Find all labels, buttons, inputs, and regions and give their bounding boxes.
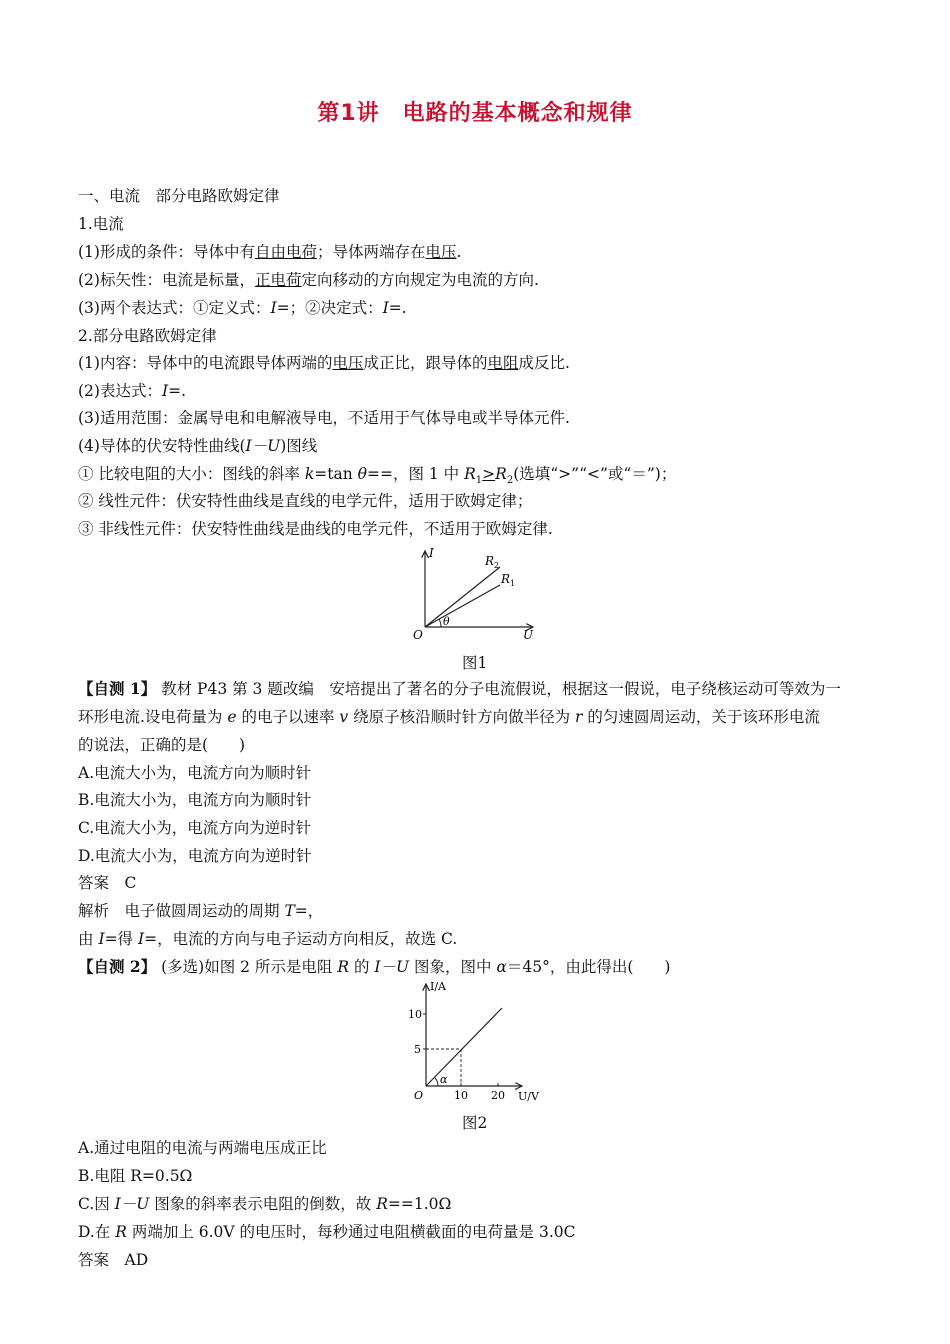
option-c (78, 1194, 451, 1214)
text-line (78, 353, 570, 373)
subsection-heading: 1.电流 (78, 215, 124, 233)
answer-blank: > (482, 465, 496, 483)
text: 图象，图中 (409, 958, 497, 976)
section-heading: 一、电流 部分电路欧姆定律 (78, 187, 280, 205)
symbol: α (496, 958, 507, 976)
figure-1-caption: 图1 (462, 654, 488, 672)
symbol: R (376, 1195, 388, 1213)
symbol: I (382, 299, 389, 317)
text-line: ③ 非线性元件：伏安特性曲线是曲线的电学元件，不适用于欧姆定律. (78, 520, 553, 538)
text: ＝45°，由此得出( ) (506, 958, 671, 976)
text: (1)内容：导体中的电流跟导体两端的 (78, 354, 333, 372)
text: 的匀速圆周运动，关于该环形电流 (582, 708, 820, 726)
angle-label: θ (443, 615, 450, 628)
symbol: e (227, 708, 237, 726)
text: 由 (78, 930, 99, 948)
question-2-line (78, 957, 670, 977)
explanation-line (78, 901, 323, 921)
symbol: R (337, 958, 350, 976)
symbol: R (495, 465, 507, 483)
answer-blank: 电阻 (487, 354, 519, 372)
text: (4)导体的伏安特性曲线( (78, 437, 246, 455)
text: (2)标矢性：电流是标量， (78, 271, 255, 289)
angle-arc (435, 1078, 438, 1086)
text: )图线 (280, 437, 318, 455)
r2-subscript: 2 (494, 561, 500, 570)
text: =；②决定式： (276, 299, 383, 317)
question-1-line (78, 707, 820, 727)
y-tick-label: 10 (408, 1008, 422, 1021)
x-tick-label: 10 (454, 1089, 468, 1102)
symbol: T (284, 902, 295, 920)
text: 教材 P43 第 3 题改编 安培提出了著名的分子电流假说，根据这一假说，电子绕核运动可等效为一 (156, 680, 841, 698)
subscript: 2 (506, 475, 514, 487)
symbol: I－U (245, 437, 281, 455)
text-line (78, 270, 539, 290)
symbol: θ (357, 465, 367, 483)
figure-2 (400, 980, 550, 1105)
text-line (78, 436, 317, 456)
origin-label: O (413, 628, 423, 642)
question-1-line: 的说法，正确的是( ) (78, 736, 246, 754)
option-a: A.通过电阻的电流与两端电压成正比 (78, 1139, 327, 1157)
text: . (456, 243, 462, 261)
text: 成反比. (518, 354, 570, 372)
symbol: I (270, 299, 277, 317)
y-axis-label: I (429, 546, 434, 560)
answer-blank: 正电荷 (254, 271, 302, 289)
symbol: I (137, 930, 145, 948)
question-label: 【自测 2】 (78, 957, 157, 976)
text: C.因 (78, 1195, 115, 1213)
subsection-heading: 2.部分电路欧姆定律 (78, 327, 217, 345)
text: =. (388, 299, 407, 317)
text-line: (3)适用范围：金属导电和电解液导电，不适用于气体导电或半导体元件. (78, 409, 570, 427)
text: 的电子以速率 (236, 708, 340, 726)
answer-blank: 自由电荷 (254, 243, 317, 261)
text: D.在 (78, 1223, 116, 1241)
r2-label (484, 554, 499, 570)
x-axis-label: U (523, 628, 534, 642)
text: ==1.0Ω (387, 1195, 452, 1213)
symbol: R (464, 465, 476, 483)
text: (2)表达式： (78, 382, 162, 400)
origin-label: O (414, 1089, 424, 1102)
text-line (78, 242, 461, 262)
question-1-line (78, 679, 841, 699)
answer-blank: 电压 (425, 243, 457, 261)
text-line (78, 464, 676, 491)
text: 环形电流.设电荷量为 (78, 708, 228, 726)
text: 定向移动的方向规定为电流的方向. (301, 271, 539, 289)
line-r2 (425, 567, 500, 627)
iu-line (426, 1008, 502, 1086)
option-b: B.电流大小为，电流方向为顺时针 (78, 791, 312, 809)
text: 两端加上 6.0V 的电压时，每秒通过电阻横截面的电荷量是 3.0C (126, 1223, 576, 1241)
option-b: B.电阻 R=0.5Ω (78, 1167, 193, 1185)
symbol: r (575, 708, 583, 726)
text: ；导体两端存在 (316, 243, 426, 261)
text: 绕原子核沿顺时针方向做半径为 (348, 708, 576, 726)
line-r1 (425, 585, 500, 627)
symbol: v (339, 708, 349, 726)
text: (1)形成的条件：导体中有 (78, 243, 255, 261)
text: (选填“>”“<”或“＝”)； (513, 465, 677, 483)
answer-2: 答案 AD (78, 1251, 149, 1269)
r1-subscript: 1 (510, 579, 516, 588)
text: ==，图 1 中 (366, 465, 465, 483)
r1-letter: R (501, 572, 511, 586)
option-d (78, 1222, 575, 1242)
text: 解析 电子做圆周运动的周期 (78, 902, 285, 920)
text: =得 (104, 930, 138, 948)
text: 的 (349, 958, 375, 976)
symbol: R (115, 1223, 127, 1241)
x-tick-label: 20 (491, 1089, 505, 1102)
angle-arc (439, 619, 441, 627)
explanation-line (78, 929, 457, 949)
symbol: I－U (114, 1195, 150, 1213)
angle-label: α (440, 1073, 448, 1086)
text: (多选)如图 2 所示是电阻 (156, 958, 338, 976)
text: =， (294, 902, 324, 920)
text-line (78, 381, 186, 401)
text: ① 比较电阻的大小：图线的斜率 (78, 465, 305, 483)
question-label: 【自测 1】 (78, 679, 157, 698)
answer-blank: 电压 (332, 354, 364, 372)
text: (3)两个表达式：①定义式： (78, 299, 271, 317)
symbol: k (304, 465, 315, 483)
symbol: I－U (374, 958, 410, 976)
symbol: I (98, 930, 105, 948)
symbol: I (161, 382, 169, 400)
r1-label (500, 572, 515, 588)
subscript: 1 (475, 475, 483, 487)
page-title: 第1讲 电路的基本概念和规律 (317, 101, 633, 126)
y-axis-label: I/A (430, 980, 446, 993)
option-c: C.电流大小为，电流方向为逆时针 (78, 819, 312, 837)
text: =，电流的方向与电子运动方向相反，故选 C. (144, 930, 458, 948)
figure-2-caption: 图2 (462, 1114, 488, 1132)
text: =. (168, 382, 187, 400)
text-line: ② 线性元件：伏安特性曲线是直线的电学元件，适用于欧姆定律； (78, 492, 533, 510)
text: 图象的斜率表示电阻的倒数，故 (149, 1195, 377, 1213)
text: =tan (314, 465, 358, 483)
figure-1 (405, 545, 555, 645)
answer-1: 答案 C (78, 874, 137, 892)
option-a: A.电流大小为，电流方向为顺时针 (78, 764, 312, 782)
text: 成正比，跟导体的 (363, 354, 488, 372)
x-axis-label: U/V (518, 1090, 539, 1103)
option-d: D.电流大小为，电流方向为逆时针 (78, 847, 312, 865)
text-line (78, 298, 407, 318)
r2-letter: R (485, 554, 495, 568)
y-tick-label: 5 (414, 1043, 421, 1056)
